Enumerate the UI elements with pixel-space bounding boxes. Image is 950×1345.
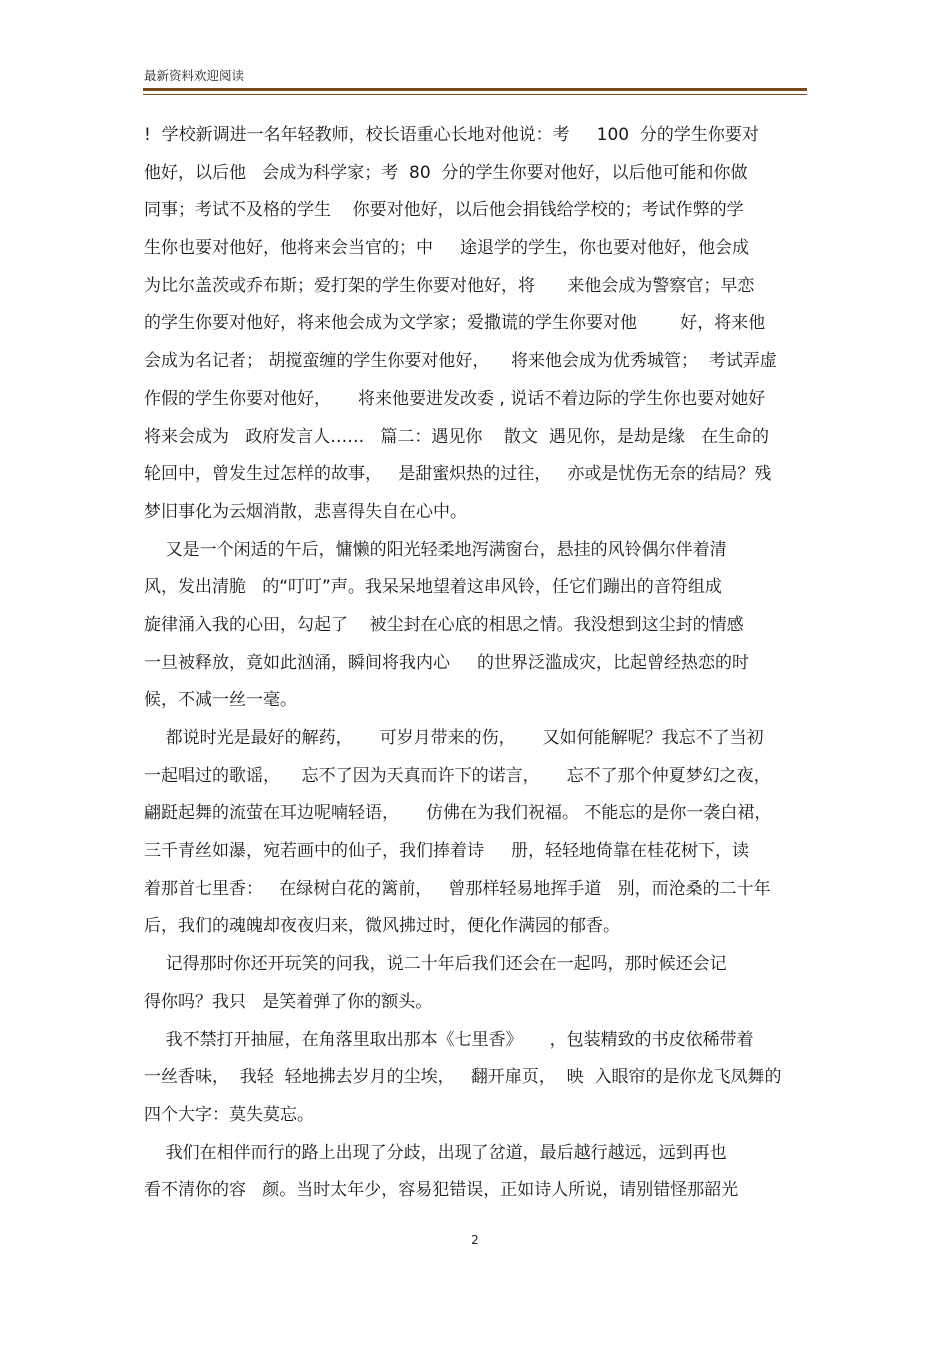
text-line: 同事；考试不及格的学生 你要对他好，以后他会捐钱给学校的；考试作弊的学 (144, 200, 744, 221)
text-line: 作假的学生你要对他好， 将来他要进发改委 , 说话不着边际的学生你也要对她好 (144, 388, 766, 409)
text-line: 着那首七里香： 在绿树白花的篱前， 曾那样轻易地挥手道 别，而沧桑的二十年 (144, 878, 771, 899)
text-line: 候，不减一丝一毫。 (144, 690, 297, 711)
text-line: 记得那时你还开玩笑的问我，说二十年后我们还会在一起吗，那时候还会记 (144, 954, 727, 975)
text-line: 三千青丝如瀑，宛若画中的仙子，我们捧着诗 册，轻轻地倚靠在桂花树下，读 (144, 841, 750, 862)
text-line: 旋律涌入我的心田，勾起了 被尘封在心底的相思之情。我没想到这尘封的情感 (144, 614, 744, 635)
page-number: 2 (471, 1233, 479, 1247)
text-line: 我们在相伴而行的路上出现了分歧，出现了岔道，最后越行越远，远到再也 (144, 1142, 727, 1163)
text-line: 生你也要对他好，他将来会当官的；中 途退学的学生，你也要对他好，他会成 (144, 238, 750, 259)
text-line: 的学生你要对他好，将来他会成为文学家；爱撒谎的学生你要对他 好，将来他 (144, 313, 766, 334)
text-line: 梦旧事化为云烟消散，悲喜得失自在心中。 (144, 501, 467, 522)
text-line: 得你吗？我只 是笑着弹了你的额头。 (144, 991, 433, 1012)
text-line: 为比尔盖茨或乔布斯；爱打架的学生你要对他好，将 来他会成为警察官；早恋 (144, 275, 755, 296)
header-rule-thick (143, 88, 807, 91)
text-line: 一丝香味， 我轻 轻地拂去岁月的尘埃， 翻开扉页， 映 入眼帘的是你龙飞凤舞的 (144, 1067, 782, 1088)
header-rule-thin (143, 94, 807, 95)
text-line: 翩跹起舞的流萤在耳边呢喃轻语， 仿佛在为我们祝福。 不能忘的是你一袭白裙， (144, 803, 772, 824)
body-text (144, 121, 808, 1214)
text-line: 轮回中，曾发生过怎样的故事， 是甜蜜炽热的过往， 亦或是忧伤无奈的结局？残 (144, 464, 772, 485)
text-line: 会成为名记者； 胡搅蛮缠的学生你要对他好， 将来他会成为优秀城管； 考试弄虚 (144, 351, 777, 372)
text-line: 又是一个闲适的午后，慵懒的阳光轻柔地泻满窗台，悬挂的风铃偶尔伴着清 (144, 539, 727, 560)
text-line: 一起唱过的歌谣， 忘不了因为天真而许下的诺言， 忘不了那个仲夏梦幻之夜， (144, 765, 771, 786)
text-line: 看不清你的容 颜。当时太年少，容易犯错误，正如诗人所说，请别错怪那韶光 (144, 1180, 739, 1201)
text-line: 一旦被释放，竟如此汹涌，瞬间将我内心 的世界泛滥成灾，比起曾经热恋的时 (144, 652, 750, 673)
text-line: 都说时光是最好的解药， 可岁月带来的伤， 又如何能解呢？我忘不了当初 (144, 728, 764, 748)
text-line: 风，发出清脆 的“叮叮”声。我呆呆地望着这串风铃，任它们蹦出的音符组成 (144, 577, 722, 598)
text-line: 后，我们的魂魄却夜夜归来，微风拂过时，便化作满园的郁香。 (144, 916, 620, 937)
running-header: 最新资料欢迎阅读 (144, 68, 245, 83)
text-line: 他好，以后他 会成为科学家；考 80 分的学生你要对他好，以后他可能和你做 (144, 162, 748, 183)
text-line: ! 学校新调进一名年轻教师，校长语重心长地对他说：考 100 分的学生你要对 (144, 125, 759, 145)
text-line: 四个大字：莫失莫忘。 (144, 1104, 314, 1125)
text-line: 我不禁打开抽屉，在角落里取出那本《七里香》 ，包装精致的书皮依稀带着 (144, 1029, 754, 1050)
text-line: 将来会成为 政府发言人…… 篇二：遇见你 散文 遇见你，是劫是缘 在生命的 (144, 426, 770, 447)
